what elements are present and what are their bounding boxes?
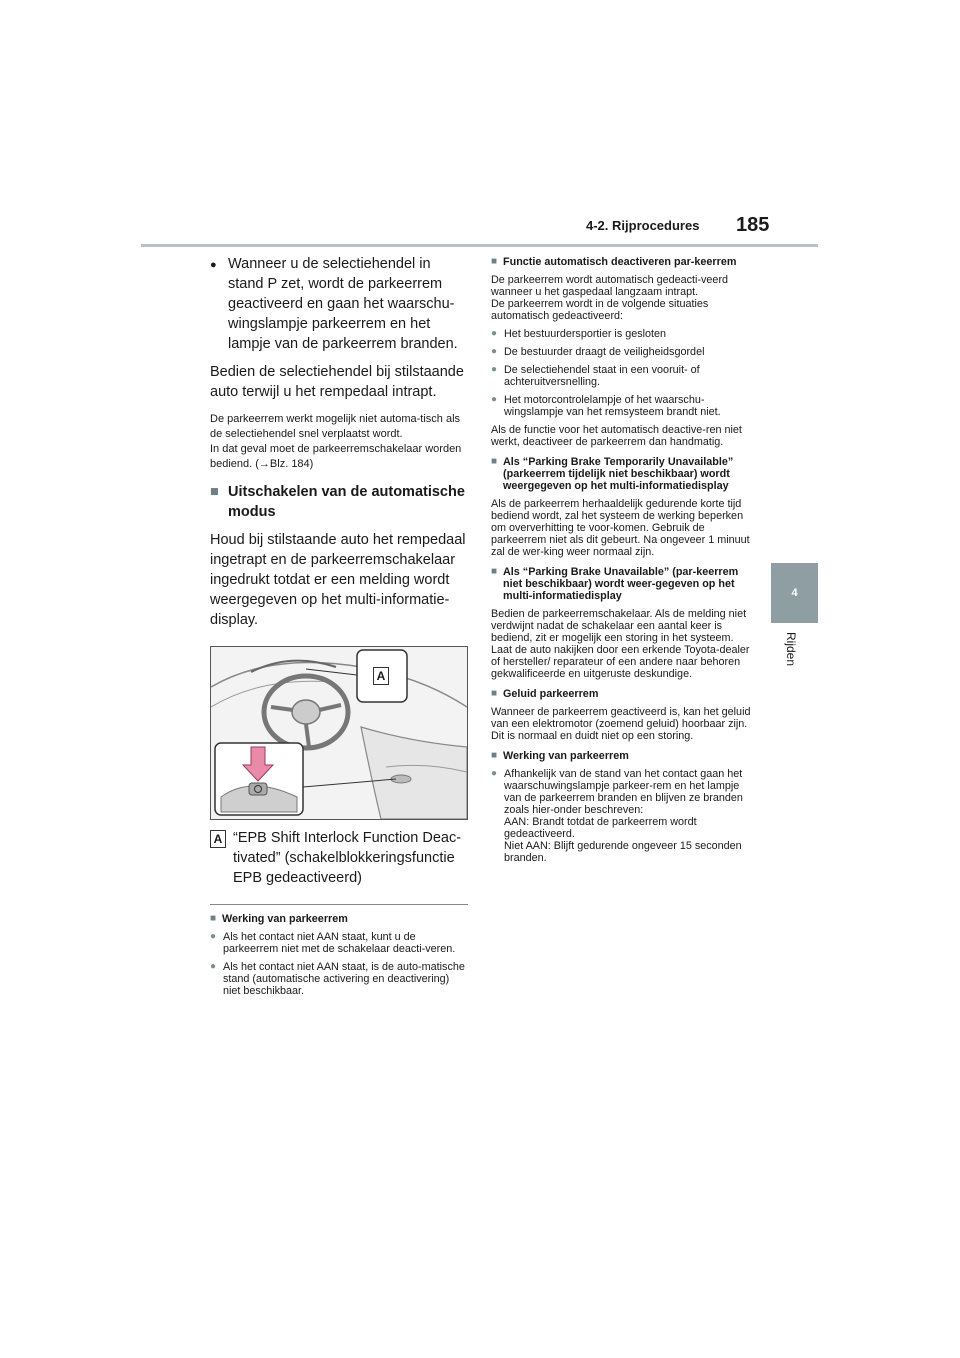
square-bullet-icon: ■	[491, 566, 498, 577]
small-heading-text: Werking van parkeerrem	[503, 750, 629, 762]
chapter-tab[interactable]: 4	[771, 563, 818, 623]
section-title: 4-2. Rijprocedures	[586, 218, 700, 233]
small-heading	[491, 688, 753, 700]
note-paragraph: De parkeerrem werkt mogelijk niet automa-tisch als de selectiehendel snel verplaatst wordt. In dat geval moet de parkeerremschakelaar worden bediend. (→Blz. 184)	[210, 413, 462, 470]
paragraph: Bedien de selectiehendel bij stilstaande auto terwijl u het rempedaal intrapt.	[210, 364, 464, 400]
square-bullet-icon: ■	[491, 688, 498, 699]
small-bullet-text: De selectiehendel staat in een vooruit- of achteruitversnelling.	[504, 364, 700, 388]
bullet-item	[210, 254, 468, 354]
small-bullet-text: Als het contact niet AAN staat, is de auto-matische stand (automatische activering en deactivering) niet beschikbaar.	[223, 961, 465, 997]
paragraph: De parkeerrem wordt automatisch gedeacti-veerd wanneer u het gaspedaal langzaam intrapt. De parkeerrem wordt in de volgende situaties automatisch gedeactiveerd:	[491, 274, 729, 322]
bullet-icon: ●	[210, 931, 217, 942]
small-bullet-item	[491, 364, 753, 388]
square-bullet-icon: ■	[210, 484, 219, 500]
car-interior-drawing	[211, 647, 467, 819]
callout-badge-a: A	[210, 830, 226, 848]
small-heading-text: Als “Parking Brake Unavailable” (par-keerrem niet beschikbaar) wordt weer-gegeven op het multi-informatiedisplay	[503, 566, 739, 602]
section-divider	[210, 904, 468, 905]
bullet-icon: ●	[491, 346, 498, 357]
paragraph: Als de functie voor het automatisch deactive-ren niet werkt, deactiveer de parkeerrem dan handmatig.	[491, 424, 742, 448]
left-column	[210, 254, 468, 997]
small-bullet-item	[210, 961, 468, 997]
square-bullet-icon: ■	[491, 456, 498, 467]
bullet-icon: ●	[491, 394, 498, 405]
small-bullet-text: Het bestuurdersportier is gesloten	[504, 328, 667, 340]
paragraph: Wanneer de parkeerrem geactiveerd is, kan het geluid van een elektromotor (zoemend geluid) hoorbaar zijn. Dit is normaal en duidt niet op een storing.	[491, 706, 751, 742]
callout-label-a: A	[373, 667, 389, 685]
bullet-icon: ●	[210, 259, 217, 271]
small-heading	[491, 566, 753, 602]
bullet-icon: ●	[210, 961, 217, 972]
figure-caption	[210, 828, 468, 888]
small-heading	[491, 256, 753, 268]
small-heading-text: Geluid parkeerrem	[503, 688, 599, 700]
small-bullet-item	[210, 931, 468, 955]
square-bullet-icon: ■	[210, 913, 217, 924]
page-number: 185	[736, 214, 770, 236]
bullet-text: Wanneer u de selectiehendel in stand P zet, wordt de parkeerrem geactiveerd en gaan het waarschu-wingslampje parkeerrem en het lampje van de parkeerrem branden.	[228, 256, 458, 352]
small-bullet-text: Als het contact niet AAN staat, kunt u de parkeerrem niet met de schakelaar deacti-veren.	[223, 931, 456, 955]
small-bullet-text: Het motorcontrolelampje of het waarschu-wingslampje van het remsysteem brandt niet.	[504, 394, 721, 418]
small-heading-text: Functie automatisch deactiveren par-keerrem	[503, 256, 737, 268]
small-heading	[210, 913, 468, 925]
bullet-icon: ●	[491, 328, 498, 339]
small-heading	[491, 750, 753, 762]
small-bullet-item	[491, 328, 753, 340]
small-bullet-item	[491, 394, 753, 418]
figure-caption-text: “EPB Shift Interlock Function Deac-tivated” (schakelblokkeringsfunctie EPB gedeactiveerd)	[233, 830, 462, 886]
small-bullet-text: Afhankelijk van de stand van het contact gaan het waarschuwingslampje parkeer-rem en het lampje van de parkeerrem branden en blijven ze branden zoals hier-onder beschreven: AAN: Brandt totdat de parkeerrem wordt gedeactiveerd. Niet AAN: Blijft gedurende ongeveer 15 seconden branden.	[504, 768, 743, 864]
chapter-title: Rijden	[784, 632, 798, 667]
parking-brake-illustration	[210, 646, 468, 820]
right-column	[491, 254, 753, 864]
square-bullet-icon: ■	[491, 256, 498, 267]
paragraph: Als de parkeerrem herhaaldelijk gedurende korte tijd bediend wordt, zal het systeem de werking beperken om oververhitting te voor-komen. Gebruik de parkeerrem niet als dit gebeurt. Na ongeveer 1 minuut zal de wer-king weer normaal zijn.	[491, 498, 750, 558]
small-heading	[491, 456, 753, 492]
small-bullet-text: De bestuurder draagt de veiligheidsgordel	[504, 346, 705, 358]
small-heading-text: Als “Parking Brake Temporarily Unavailable” (parkeerrem tijdelijk niet beschikbaar) wordt weergegeven op het multi-informatiedisplay	[503, 456, 734, 492]
paragraph: Bedien de parkeerremschakelaar. Als de melding niet verdwijnt nadat de schakelaar een aantal keer is bediend, zit er mogelijk een storing in het systeem. Laat de auto nakijken door een erkende Toyota-dealer of hersteller/ reparateur of een andere naar behoren gekwalificeerde en uitgeruste deskundige.	[491, 608, 750, 680]
small-bullet-item	[491, 768, 753, 864]
section-heading	[210, 482, 468, 522]
square-bullet-icon: ■	[491, 750, 498, 761]
small-heading-text: Werking van parkeerrem	[222, 913, 348, 925]
small-bullet-item	[491, 346, 753, 358]
section-heading-text: Uitschakelen van de automatische modus	[228, 484, 465, 520]
bullet-icon: ●	[491, 768, 498, 779]
header-divider	[141, 244, 818, 247]
bullet-icon: ●	[491, 364, 498, 375]
paragraph: Houd bij stilstaande auto het rempedaal ingetrapt en de parkeerremschakelaar ingedrukt totdat er een melding wordt weergegeven op het multi-informatie-display.	[210, 532, 466, 628]
